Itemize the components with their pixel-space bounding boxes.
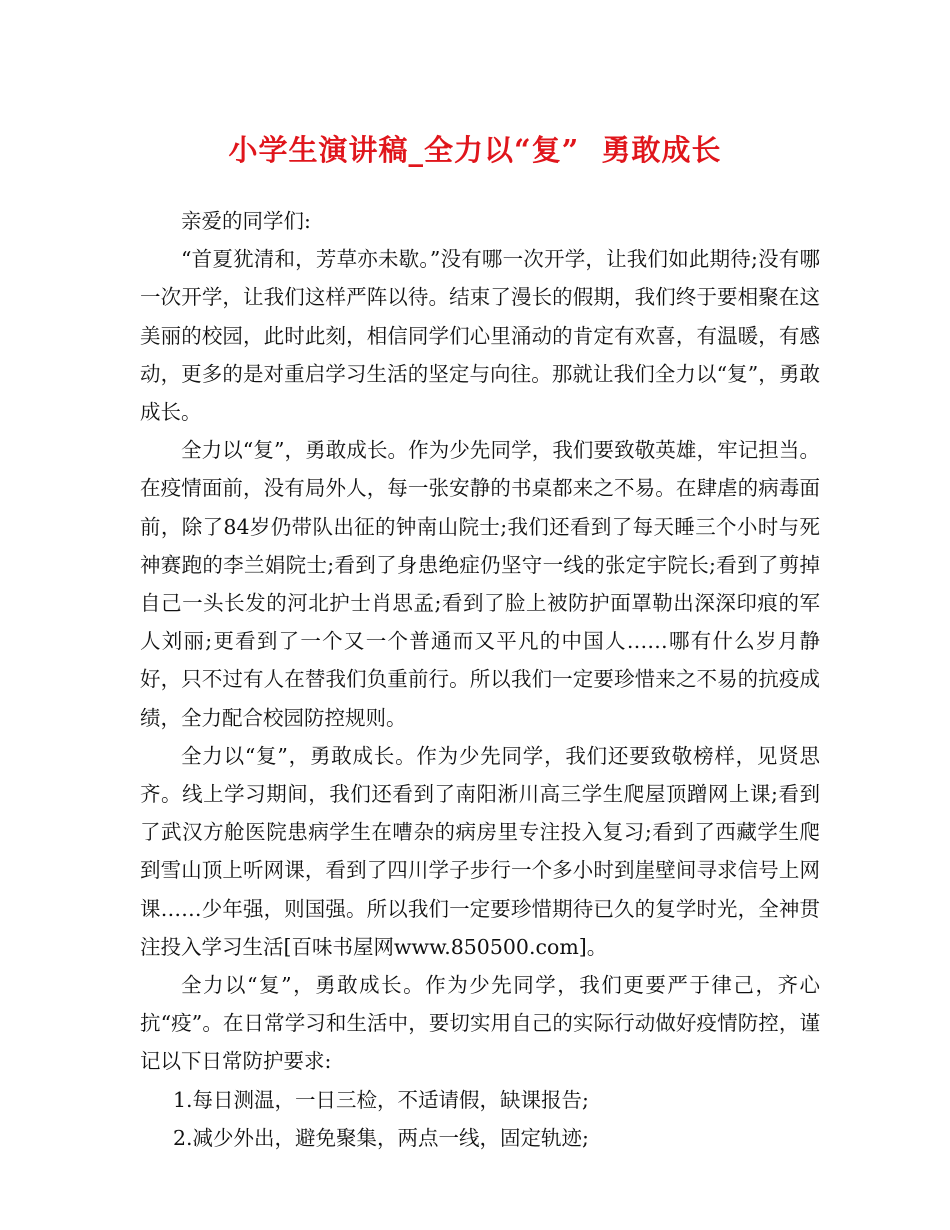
paragraph-3: 全力以“复”，勇敢成长。作为少先同学，我们还要致敬榜样，见贤思齐。线上学习期间，我们还看到了南阳淅川高三学生爬屋顶蹭网上课;看到了武汉方舱医院患病学生在嘈杂的病房里专注投入复习;看到了西藏学生爬到雪山顶上听网课，看到了四川学子步行一个多小时到崖壁间寻求信号上网课……少年强，则国强。所以我们一定要珍惜期待已久的复学时光，全神贯注投入学习生活[百味书屋网www.850500.com]。 [140, 743, 820, 959]
paragraph-4: 全力以“复”，勇敢成长。作为少先同学，我们更要严于律己，齐心抗“疫”。在日常学习和生活中，要切实用自己的实际行动做好疫情防控，谨记以下日常防护要求: [140, 973, 820, 1074]
paragraph-1: “首夏犹清和，芳草亦未歇。”没有哪一次开学，让我们如此期待;没有哪一次开学，让我们这样严阵以待。结束了漫长的假期，我们终于要相聚在这美丽的校园，此时此刻，相信同学们心里涌动的肯定有欢喜，有温暖，有感动，更多的是对重启学习生活的坚定与向往。那就让我们全力以“复”，勇敢成长。 [140, 247, 820, 425]
document-title: 小学生演讲稿_全力以“复” 勇敢成长 [228, 133, 722, 167]
list-item-2: 2.减少外出，避免聚集，两点一线，固定轨迹; [173, 1125, 589, 1150]
paragraph-2: 全力以“复”，勇敢成长。作为少先同学，我们要致敬英雄，牢记担当。在疫情面前，没有局外人，每一张安静的书桌都来之不易。在肆虐的病毒面前，除了84岁仍带队出征的钟南山院士;我们还看到了每天睡三个小时与死神赛跑的李兰娟院士;看到了身患绝症仍坚守一线的张定宇院长;看到了剪掉自己一头长发的河北护士肖思孟;看到了脸上被防护面罩勒出深深印痕的军人刘丽;更看到了一个又一个普通而又平凡的中国人……哪有什么岁月静好，只不过有人在替我们负重前行。所以我们一定要珍惜来之不易的抗疫成绩，全力配合校园防控规则。 [140, 438, 820, 730]
document-body [140, 202, 820, 1157]
list-item-1: 1.每日测温，一日三检，不适请假，缺课报告; [173, 1087, 589, 1112]
salutation: 亲爱的同学们: [181, 209, 311, 233]
